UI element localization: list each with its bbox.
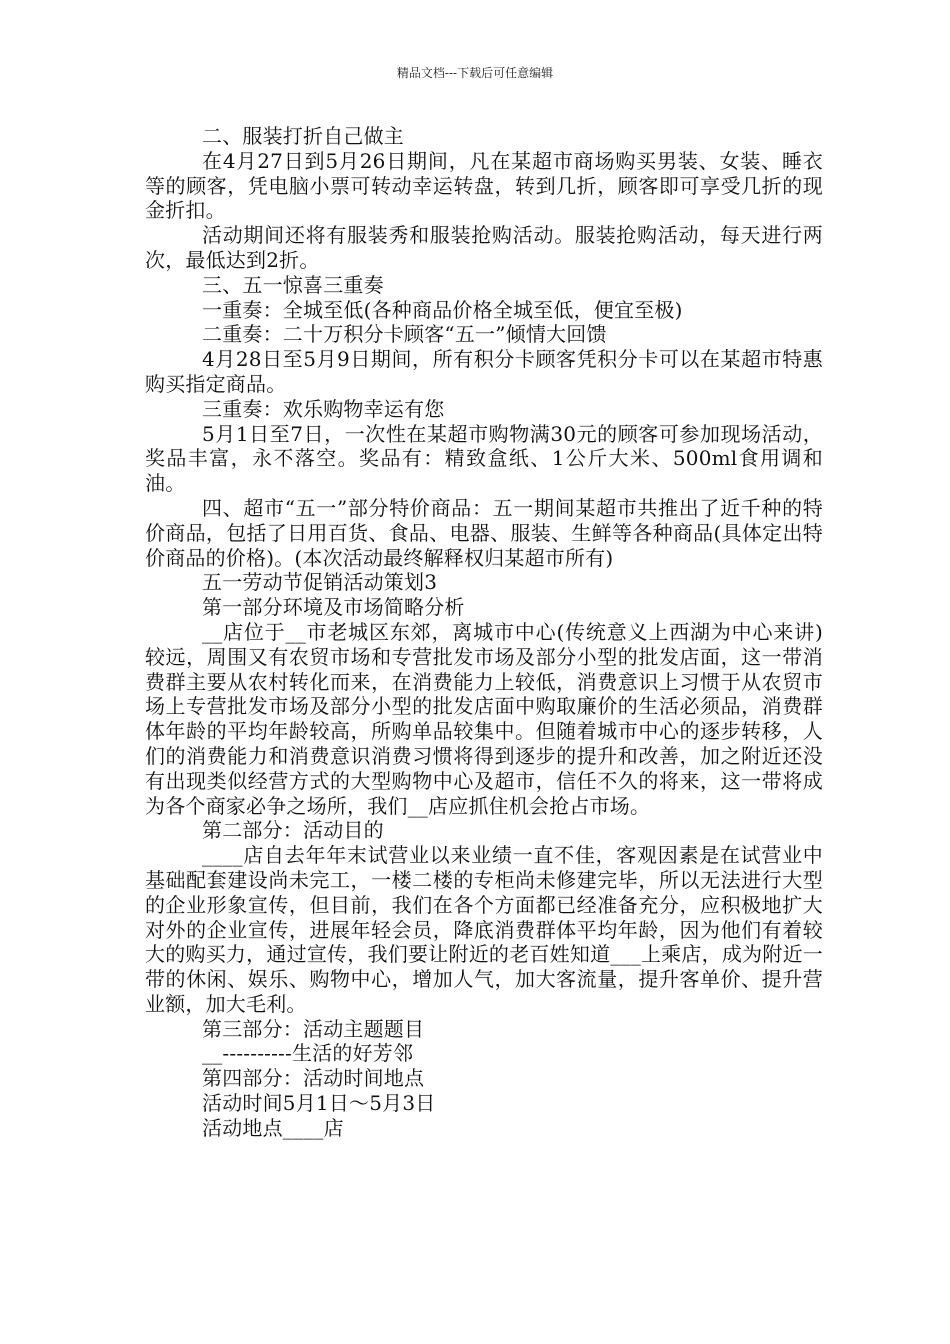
paragraph-activity-purpose: ____店自去年年末试营业以来业绩一直不佳，客观因素是在试营业中基础配套建设尚未完工，一楼二楼的专柜尚未修建完毕，所以无法进行大型的企业形象宣传，但目前，我们在各个方面都已经准备充分，应积极地扩大对外的企业宣传，进展年轻会员，降底消费群体平均年龄，因为他们有着较大的购买力，通过宣传，我们要让附近的老百姓知道___上乘店，成为附近一带的休闲、娱乐、购物中心，增加人气，加大客流量，提升客单价、提升营业额，加大毛利。 <box>145 843 823 1016</box>
paragraph-special-offers: 四、超市“五一”部分特价商品：五一期间某超市共推出了近千种的特价商品，包括了日用百货、食品、电器、服装、生鲜等各种商品(具体定出特价商品的价格)。(本次活动最终解释权归某超市所有) <box>145 495 823 570</box>
paragraph-clothing-discount: 在4月27日到5月26日期间，凡在某超市商场购买男装、女装、睡衣等的顾客，凭电脑小票可转动幸运转盘，转到几折，顾客即可享受几折的现金折扣。 <box>145 148 823 223</box>
paragraph-shopping-prizes: 5月1日至7日，一次性在某超市购物满30元的顾客可参加现场活动，奖品丰富，永不落空。奖品有：精致盒纸、1公斤大米、500ml食用调和油。 <box>145 421 823 496</box>
page-header: 精品文档---下载后可任意编辑 <box>396 66 554 80</box>
section-heading-part-one: 第一部分环境及市场简略分析 <box>202 595 465 620</box>
document-body <box>145 124 823 1141</box>
paragraph-second-movement: 二重奏：二十万积分卡顾客“五一”倾情大回馈 <box>202 322 607 347</box>
paragraph-points-card: 4月28日至5月9日期间，所有积分卡顾客凭积分卡可以在某超市特惠购买指定商品。 <box>145 347 823 396</box>
paragraph-first-movement: 一重奏：全城至低(各种商品价格全城至低，便宜至极) <box>202 297 683 322</box>
section-heading-part-two: 第二部分：活动目的 <box>202 818 384 843</box>
document-subtitle: 五一劳动节促销活动策划3 <box>202 570 438 595</box>
section-heading-clothing-discount: 二、服装打折自己做主 <box>202 124 404 148</box>
paragraph-activity-theme: __----------生活的好芳邻 <box>202 1041 414 1066</box>
paragraph-activity-location: 活动地点____店 <box>202 1115 344 1140</box>
section-heading-part-three: 第三部分：活动主题题目 <box>202 1016 425 1041</box>
paragraph-third-movement: 三重奏：欢乐购物幸运有您 <box>202 396 445 421</box>
section-heading-triple-surprise: 三、五一惊喜三重奏 <box>202 272 384 297</box>
paragraph-activity-time: 活动时间5月1日～5月3日 <box>202 1091 436 1116</box>
paragraph-fashion-show: 活动期间还将有服装秀和服装抢购活动。服装抢购活动，每天进行两次，最低达到2折。 <box>145 223 823 272</box>
paragraph-market-analysis: __店位于__市老城区东郊，离城市中心(传统意义上西湖为中心来讲)较远，周围又有农贸市场和专营批发市场及部分小型的批发店面，这一带消费群主要从农村转化而来，在消费能力上较低，消费意识上习惯于从农贸市场上专营批发市场及部分小型的批发店面中购取廉价的生活必须品，消费群体年龄的平均年龄较高，所购单品较集中。但随着城市中心的逐步转移，人们的消费能力和消费意识消费习惯将得到逐步的提升和改善，加之附近还没有出现类似经营方式的大型购物中心及超市，信任不久的将来，这一带将成为各个商家必争之场所，我们__店应抓住机会抢占市场。 <box>145 619 823 818</box>
section-heading-part-four: 第四部分：活动时间地点 <box>202 1066 425 1091</box>
